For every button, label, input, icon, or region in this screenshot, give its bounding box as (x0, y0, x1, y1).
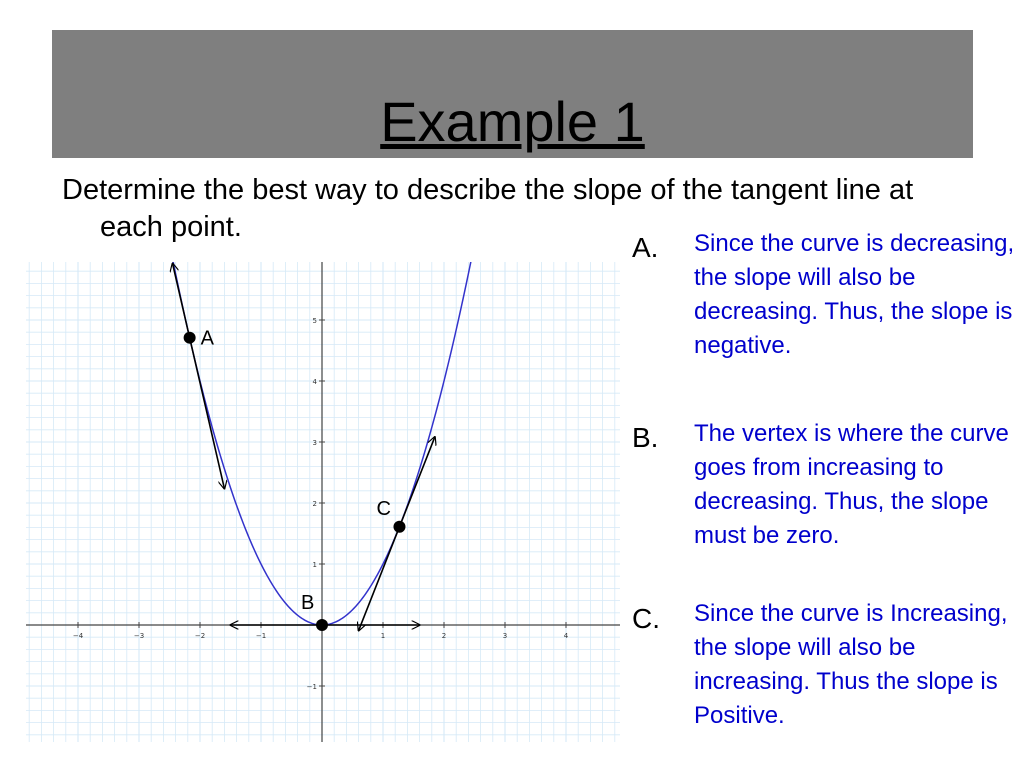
points (184, 328, 406, 631)
question-prompt: Determine the best way to describe the slope of the tangent line at each point. (62, 174, 914, 243)
y-tick-label: 4 (312, 378, 317, 386)
y-tick-label: 5 (312, 317, 317, 325)
x-tick-label: 1 (380, 632, 386, 640)
point-b (316, 619, 328, 631)
grid (26, 262, 620, 742)
option-c-text: Since the curve is Increasing, the slope will also be increasing. Thus the slope is Positive. (694, 600, 1008, 729)
slide-title: Example 1 (380, 90, 645, 153)
x-tick-label: −4 (72, 632, 84, 640)
y-tick-label: −1 (306, 683, 317, 691)
point-label-a: A (200, 327, 214, 350)
option-a-text: Since the curve is decreasing, the slope will also be decreasing. Thus, the slope is negative. (694, 230, 1015, 359)
x-tick-label: 3 (502, 632, 508, 640)
tangent-line-c (359, 437, 435, 631)
point-c (393, 521, 405, 533)
option-a-letter: A. (632, 232, 659, 263)
x-tick-label: 2 (441, 632, 447, 640)
x-tick-label: −3 (133, 632, 145, 640)
parabola-graph (26, 262, 620, 742)
y-tick-label: 1 (312, 561, 317, 569)
x-tick-label: −2 (194, 632, 206, 640)
y-tick-label: 3 (312, 439, 317, 447)
option-b-letter: B. (632, 422, 659, 453)
point-label-c: C (376, 497, 391, 520)
title-bar (52, 30, 973, 158)
point-label-b: B (301, 592, 315, 614)
x-tick-label: −1 (255, 632, 267, 640)
axis-ticks (73, 317, 569, 691)
x-tick-label: 4 (563, 632, 569, 640)
tangent-line-a (173, 264, 225, 489)
point-a (184, 332, 196, 344)
y-tick-label: 2 (312, 500, 317, 508)
axes (26, 262, 620, 742)
option-c-letter: C. (632, 603, 660, 634)
option-b-text: The vertex is where the curve goes from increasing to decreasing. Thus, the slope must be zero. (694, 420, 1009, 549)
